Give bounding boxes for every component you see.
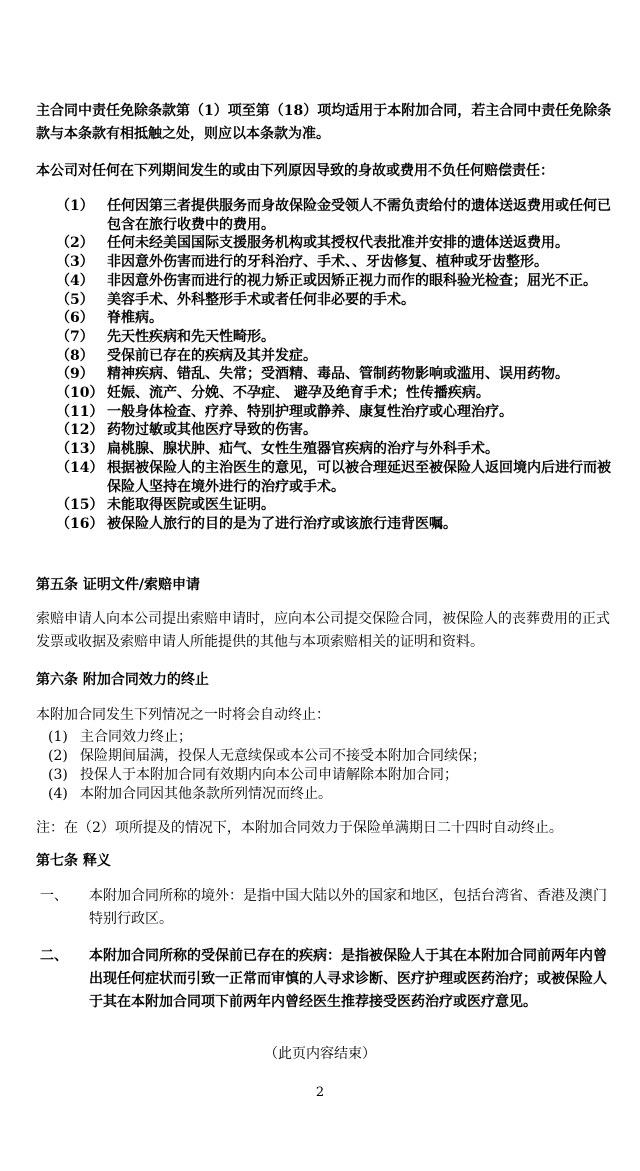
intro-paragraph-2: 本公司对任何在下列期间发生的或由下列原因导致的身故或费用不负任何赔偿责任：: [36, 163, 554, 179]
list-item: （3） 非因意外伤害而进行的牙科治疗、手术、、牙齿修复、植种或牙齿整形。: [56, 254, 548, 271]
definition-2: 二、 本附加合同所称的受保前已存在的疾病：是指被保险人于其在本附加合同前两年内曾出现任何症状而引致一正常而审慎的人寻求诊断、医疗护理或医药治疗；或被保险人于其在本附加合同项下前两年内曾经医生推荐接受医药治疗或医疗意见。: [40, 948, 607, 1010]
list-item: （10） 妊娠、流产、分娩、不孕症、 避孕及绝育手术；性传播疾病。: [56, 385, 490, 402]
list-item: （12） 药物过敏或其他医疗导致的伤害。: [56, 422, 317, 439]
list-item: （4） 非因意外伤害而进行的视力矫正或因矫正视力而作的眼科验光检查；屈光不正。: [56, 272, 597, 289]
list-item: （5） 美容手术、外科整形手术或者任何非必要的手术。: [56, 291, 415, 308]
article-7-title: 第七条 释义: [36, 853, 111, 869]
list-item: （16） 被保险人旅行的目的是为了进行治疗或该旅行违背医嘱。: [56, 515, 457, 532]
page-number: 2: [315, 1085, 325, 1100]
article-6-lead: 本附加合同发生下列情况之一时将会自动终止：: [36, 707, 330, 723]
article-5-body: 索赔申请人向本公司提出索赔申请时，应向本公司提交保险合同，被保险人的丧葬费用的正式发票或收据及索赔申请人所能提供的其他与本项索赔相关的证明和资料。: [36, 611, 610, 650]
exclusion-list: [0, 197, 640, 534]
list-item: （11） 一般身体检查、疗养、特别护理或静养、康复性治疗或心理治疗。: [56, 403, 513, 420]
end-of-page-note: （此页内容结束）: [264, 1046, 376, 1062]
list-item: (1) 主合同效力终止；: [48, 729, 192, 745]
article-6-title: 第六条 附加合同效力的终止: [36, 672, 209, 688]
article-6-note: 注：在（2）项所提及的情况下，本附加合同效力于保险单满期日二十四时自动终止。: [36, 820, 563, 836]
list-item: （15） 未能取得医院或医生证明。: [56, 497, 275, 514]
list-item: （13） 扁桃腺、腺状肿、疝气、女性生殖器官疾病的治疗与外科手术。: [56, 441, 499, 458]
termination-list: [0, 728, 640, 804]
list-item: （1） 任何因第三者提供服务而身故保险金受领人不需负责给付的遗体送返费用或任何已包含在旅行收费中的费用。: [56, 198, 611, 233]
definition-1: 一、 本附加合同所称的境外：是指中国大陆以外的国家和地区，包括台湾省、香港及澳门特别行政区。: [40, 888, 607, 927]
intro-paragraph-1: 主合同中责任免除条款第（1）项至第（18）项均适用于本附加合同，若主合同中责任免除条款与本条款有相抵触之处，则应以本条款为准。: [36, 103, 612, 142]
list-item: （14） 根据被保险人的主治医生的意见，可以被合理延迟至被保险人返回境内后进行而被保险人坚持在境外进行的治疗或手术。: [56, 459, 611, 495]
list-item: （9） 精神疾病、错乱、失常；受酒精、毒品、管制药物影响或滥用、误用药物。: [56, 366, 569, 383]
list-item: (2) 保险期间届满，投保人无意续保或本公司不接受本附加合同续保；: [48, 748, 486, 764]
list-item: （8） 受保前已存在的疾病及其并发症。: [56, 347, 317, 364]
list-item: (3) 投保人于本附加合同有效期内向本公司申请解除本附加合同；: [48, 767, 458, 783]
list-item: （6） 脊椎病。: [56, 310, 163, 327]
list-item: (4) 本附加合同因其他条款所列情况而终止。: [48, 786, 332, 802]
list-item: （7） 先天性疾病和先天性畸形。: [56, 328, 275, 345]
article-5-title: 第五条 证明文件/索赔申请: [36, 577, 200, 593]
list-item: （2） 任何未经美国国际支援服务机构或其授权代表批准并安排的遗体送返费用。: [56, 235, 569, 252]
